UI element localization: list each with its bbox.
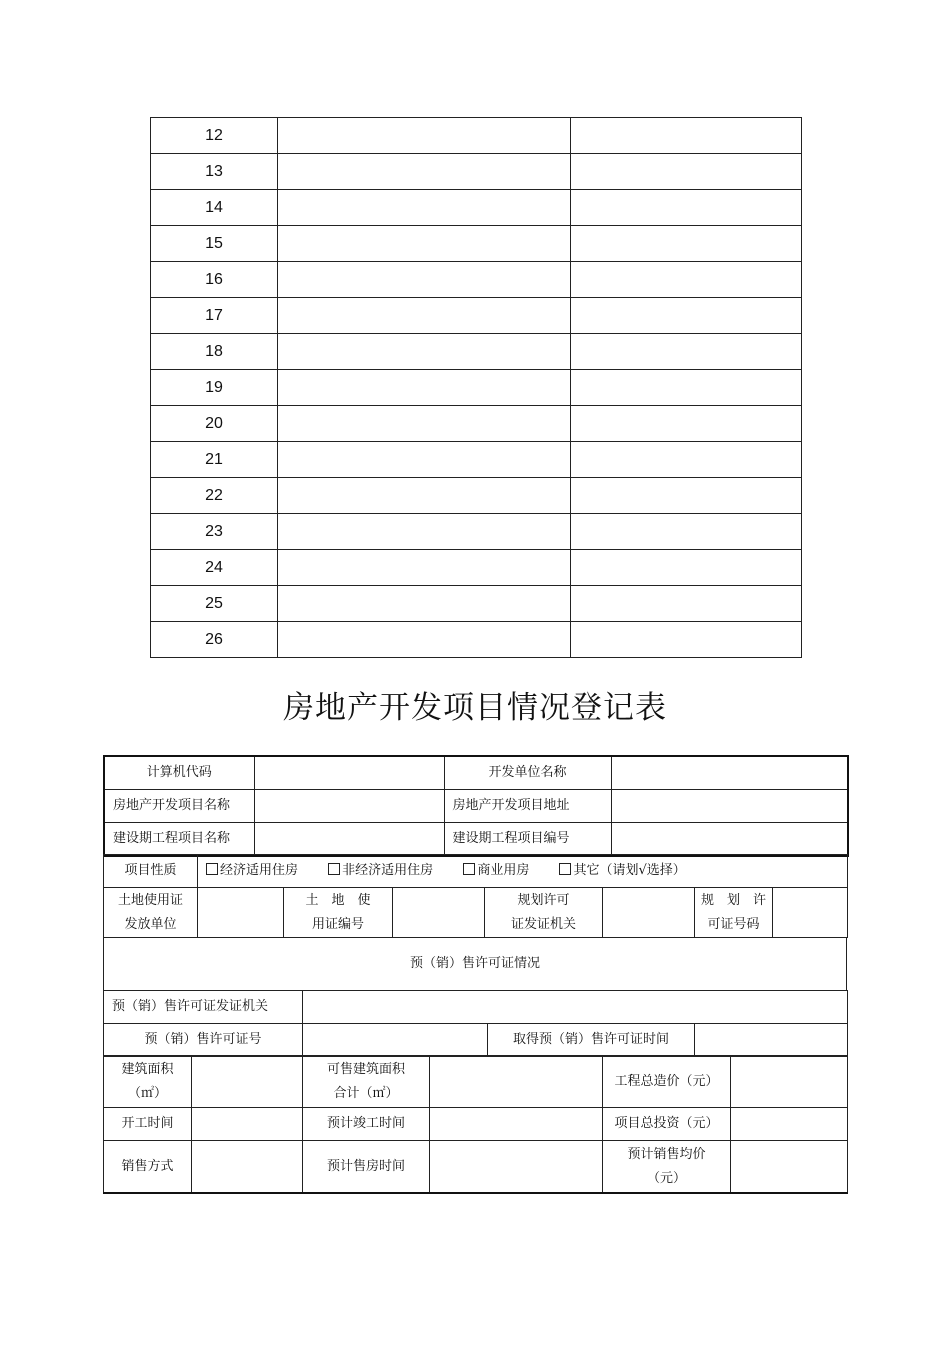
planning-no-field[interactable] bbox=[773, 888, 848, 938]
row-cell-2[interactable] bbox=[278, 478, 571, 514]
total-cost-field[interactable] bbox=[731, 1056, 848, 1108]
row-cell-3[interactable] bbox=[571, 262, 802, 298]
row-number: 14 bbox=[151, 190, 278, 226]
row-number: 25 bbox=[151, 586, 278, 622]
planning-no-label: 规 划 许 可证号码 bbox=[695, 888, 773, 938]
row-cell-3[interactable] bbox=[571, 514, 802, 550]
row-cell-2[interactable] bbox=[278, 298, 571, 334]
continuation-table bbox=[150, 117, 802, 658]
construction-project-no-field[interactable] bbox=[611, 823, 848, 857]
row-cell-2[interactable] bbox=[278, 190, 571, 226]
table-row bbox=[151, 514, 802, 550]
table-row bbox=[151, 622, 802, 658]
expected-sale-time-field[interactable] bbox=[430, 1141, 603, 1194]
row-cell-2[interactable] bbox=[278, 406, 571, 442]
project-name-field[interactable] bbox=[254, 790, 444, 823]
presale-issuer-field[interactable] bbox=[303, 991, 848, 1024]
row-cell-3[interactable] bbox=[571, 622, 802, 658]
row-cell-3[interactable] bbox=[571, 586, 802, 622]
construction-project-name-field[interactable] bbox=[254, 823, 444, 857]
floor-area-label: 建筑面积 （㎡） bbox=[104, 1056, 192, 1108]
option-non-affordable-housing[interactable]: 非经济适用住房 bbox=[328, 863, 433, 878]
project-nature-label: 项目性质 bbox=[104, 855, 198, 888]
checkbox-icon[interactable] bbox=[206, 863, 218, 875]
land-cert-no-field[interactable] bbox=[393, 888, 485, 938]
table-row bbox=[151, 406, 802, 442]
table-row bbox=[151, 334, 802, 370]
presale-date-field[interactable] bbox=[695, 1024, 848, 1057]
row-cell-3[interactable] bbox=[571, 478, 802, 514]
checkbox-icon[interactable] bbox=[559, 863, 571, 875]
table-row bbox=[151, 586, 802, 622]
row-cell-3[interactable] bbox=[571, 370, 802, 406]
planning-issuer-label: 规划许可 证发证机关 bbox=[485, 888, 603, 938]
project-address-field[interactable] bbox=[611, 790, 848, 823]
table-row bbox=[151, 226, 802, 262]
row-cell-3[interactable] bbox=[571, 406, 802, 442]
expected-avg-price-label: 预计销售均价 （元） bbox=[603, 1141, 731, 1194]
row-number: 22 bbox=[151, 478, 278, 514]
row-number: 17 bbox=[151, 298, 278, 334]
row-cell-2[interactable] bbox=[278, 442, 571, 478]
saleable-area-field[interactable] bbox=[430, 1056, 603, 1108]
table-row bbox=[151, 118, 802, 154]
presale-section-table bbox=[103, 937, 847, 991]
row-number: 23 bbox=[151, 514, 278, 550]
table-row bbox=[151, 190, 802, 226]
land-cert-issuer-label: 土地使用证 发放单位 bbox=[104, 888, 198, 938]
row-cell-3[interactable] bbox=[571, 226, 802, 262]
row-cell-2[interactable] bbox=[278, 586, 571, 622]
form-title: 房地产开发项目情况登记表 bbox=[283, 690, 667, 726]
total-investment-label: 项目总投资（元） bbox=[603, 1108, 731, 1141]
row-number: 13 bbox=[151, 154, 278, 190]
dev-unit-name-label: 开发单位名称 bbox=[444, 756, 611, 790]
checkbox-icon[interactable] bbox=[328, 863, 340, 875]
row-cell-3[interactable] bbox=[571, 550, 802, 586]
checkbox-icon[interactable] bbox=[463, 863, 475, 875]
land-cert-issuer-field[interactable] bbox=[198, 888, 284, 938]
row-cell-2[interactable] bbox=[278, 226, 571, 262]
basic-info-table bbox=[103, 755, 849, 857]
row-cell-2[interactable] bbox=[278, 154, 571, 190]
row-cell-2[interactable] bbox=[278, 370, 571, 406]
row-cell-2[interactable] bbox=[278, 514, 571, 550]
start-date-label: 开工时间 bbox=[104, 1108, 192, 1141]
table-row bbox=[151, 298, 802, 334]
expected-avg-price-field[interactable] bbox=[731, 1141, 848, 1194]
project-name-label: 房地产开发项目名称 bbox=[104, 790, 254, 823]
table-row bbox=[151, 370, 802, 406]
planning-issuer-field[interactable] bbox=[603, 888, 695, 938]
row-number: 12 bbox=[151, 118, 278, 154]
row-cell-3[interactable] bbox=[571, 442, 802, 478]
presale-detail-table bbox=[103, 990, 848, 1057]
row-number: 19 bbox=[151, 370, 278, 406]
project-stats-table bbox=[103, 1055, 848, 1194]
row-number: 21 bbox=[151, 442, 278, 478]
table-row bbox=[151, 550, 802, 586]
presale-issuer-label: 预（销）售许可证发证机关 bbox=[104, 991, 303, 1024]
expected-completion-field[interactable] bbox=[430, 1108, 603, 1141]
sales-method-field[interactable] bbox=[192, 1141, 303, 1194]
computer-code-label: 计算机代码 bbox=[104, 756, 254, 790]
row-cell-3[interactable] bbox=[571, 334, 802, 370]
expected-completion-label: 预计竣工时间 bbox=[303, 1108, 430, 1141]
construction-project-no-label: 建设期工程项目编号 bbox=[444, 823, 611, 857]
option-affordable-housing[interactable]: 经济适用住房 bbox=[206, 863, 298, 878]
option-commercial[interactable]: 商业用房 bbox=[463, 863, 529, 878]
computer-code-field[interactable] bbox=[254, 756, 444, 790]
row-cell-2[interactable] bbox=[278, 622, 571, 658]
row-cell-3[interactable] bbox=[571, 298, 802, 334]
row-cell-3[interactable] bbox=[571, 154, 802, 190]
dev-unit-name-field[interactable] bbox=[611, 756, 848, 790]
row-number: 18 bbox=[151, 334, 278, 370]
presale-section-label: 预（销）售许可证情况 bbox=[104, 938, 847, 991]
construction-project-name-label: 建设期工程项目名称 bbox=[104, 823, 254, 857]
option-other[interactable]: 其它（请划√选择） bbox=[559, 863, 685, 878]
certificate-table bbox=[103, 887, 848, 938]
saleable-area-label: 可售建筑面积 合计（㎡） bbox=[303, 1056, 430, 1108]
total-cost-label: 工程总造价（元） bbox=[603, 1056, 731, 1108]
row-number: 16 bbox=[151, 262, 278, 298]
land-cert-no-label: 土 地 使 用证编号 bbox=[284, 888, 393, 938]
project-nature-options bbox=[198, 855, 848, 888]
expected-sale-time-label: 预计售房时间 bbox=[303, 1141, 430, 1194]
row-number: 24 bbox=[151, 550, 278, 586]
row-cell-2[interactable] bbox=[278, 334, 571, 370]
row-number: 20 bbox=[151, 406, 278, 442]
project-nature-table bbox=[103, 854, 848, 888]
presale-no-label: 预（销）售许可证号 bbox=[104, 1024, 303, 1057]
row-cell-2[interactable] bbox=[278, 118, 571, 154]
table-row bbox=[151, 478, 802, 514]
row-cell-3[interactable] bbox=[571, 118, 802, 154]
floor-area-field[interactable] bbox=[192, 1056, 303, 1108]
start-date-field[interactable] bbox=[192, 1108, 303, 1141]
row-cell-2[interactable] bbox=[278, 550, 571, 586]
row-cell-2[interactable] bbox=[278, 262, 571, 298]
presale-no-field[interactable] bbox=[303, 1024, 488, 1057]
table-row bbox=[151, 442, 802, 478]
project-address-label: 房地产开发项目地址 bbox=[444, 790, 611, 823]
table-row bbox=[151, 154, 802, 190]
row-number: 26 bbox=[151, 622, 278, 658]
row-number: 15 bbox=[151, 226, 278, 262]
presale-date-label: 取得预（销）售许可证时间 bbox=[488, 1024, 695, 1057]
sales-method-label: 销售方式 bbox=[104, 1141, 192, 1194]
row-cell-3[interactable] bbox=[571, 190, 802, 226]
table-row bbox=[151, 262, 802, 298]
total-investment-field[interactable] bbox=[731, 1108, 848, 1141]
